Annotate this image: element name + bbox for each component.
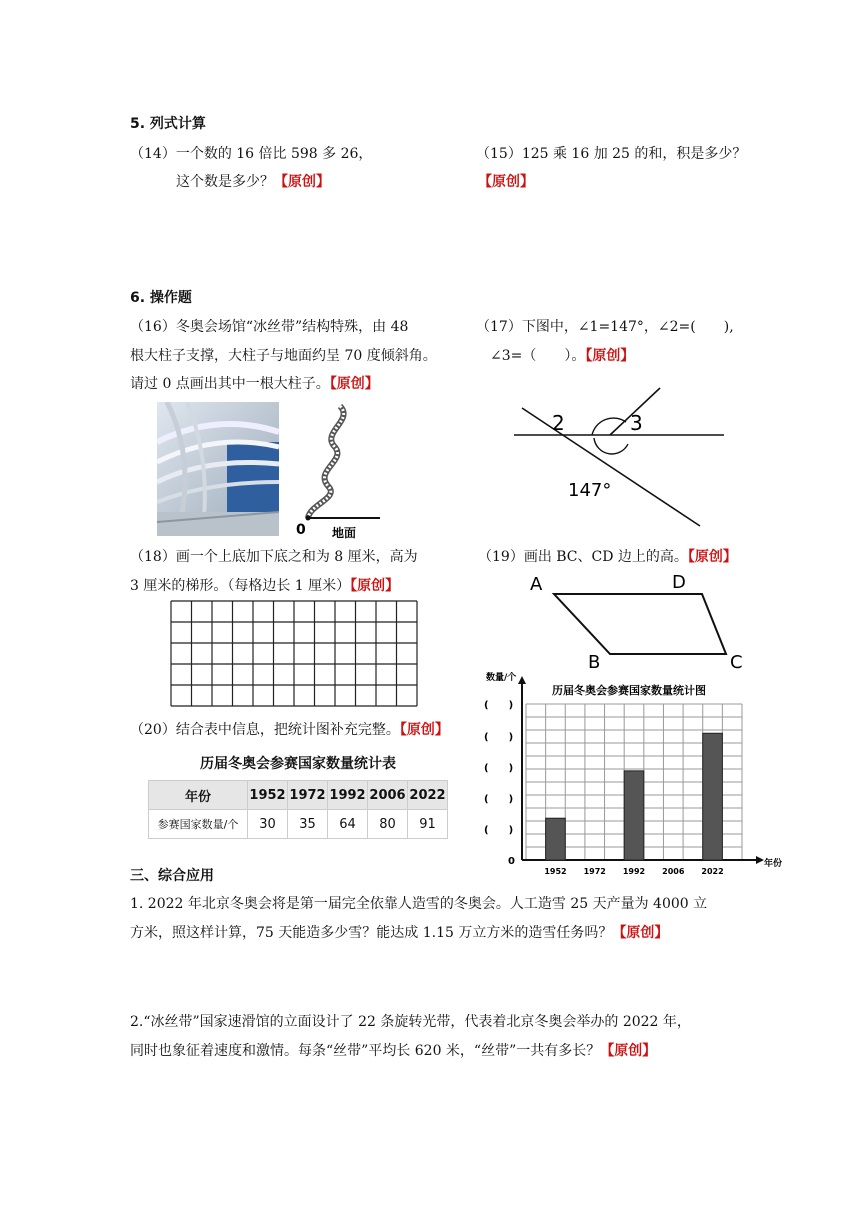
x-tick-label: 2006: [662, 867, 685, 876]
bar-chart: [480, 668, 790, 878]
p2-text: 同时也象征着速度和激情。每条“丝带”平均长 620 米，“丝带”一共有多长？: [130, 1043, 601, 1059]
table-header-row: [149, 781, 448, 810]
q14-line2: [176, 171, 330, 191]
grid-paper[interactable]: [170, 600, 420, 710]
table-count: 64: [328, 810, 368, 839]
table-year: 1992: [328, 781, 368, 810]
original-tag: 【原创】: [612, 925, 669, 941]
q16-diagram: [292, 400, 392, 540]
section5-heading: 5. 列式计算: [130, 116, 206, 132]
y-tick-label: ( ): [484, 794, 514, 805]
y-tick-label: ( ): [484, 732, 514, 743]
p2-line1: 2.“冰丝带”国家速滑馆的立面设计了 22 条旋转光带，代表着北京冬奥会举办的 2022 年，: [130, 1014, 691, 1030]
q18-line1: （18）画一个上底加下底之和为 8 厘米，高为: [130, 549, 418, 565]
chart-bar: [703, 733, 723, 860]
parallelogram-diagram: [522, 568, 754, 672]
y-tick-label: ( ): [484, 763, 514, 774]
original-tag: 【原创】: [478, 174, 534, 190]
q16-line1: （16）冬奥会场馆“冰丝带”结构特殊，由 48: [130, 319, 409, 335]
y-axis-label: 数量/个: [486, 673, 517, 683]
table-count: 30: [248, 810, 288, 839]
ground-label: 地面: [332, 526, 357, 540]
table-row-label: 参赛国家数量/个: [149, 810, 248, 839]
table-year: 1952: [248, 781, 288, 810]
q16-line2: 根大柱子支撑，大柱子与地面约呈 70 度倾斜角。: [130, 348, 437, 364]
section3-heading: 三、综合应用: [130, 868, 214, 884]
original-tag: 【原创】: [600, 1043, 657, 1059]
data-table: [148, 780, 448, 839]
table-count: 35: [288, 810, 328, 839]
angle-1-value: 147°: [568, 480, 612, 501]
original-tag: 【原创】: [329, 376, 379, 392]
x-axis-label: 年份: [764, 859, 783, 869]
p2-line2: [130, 1040, 656, 1060]
y-tick-label: ( ): [484, 700, 514, 711]
table-year: 2022: [408, 781, 448, 810]
p1-line2: [130, 922, 668, 942]
q20-text: （20）结合表中信息，把统计图补充完整。: [130, 722, 400, 738]
table-year: 2006: [368, 781, 408, 810]
y-axis-arrow: [518, 676, 526, 684]
original-tag: 【原创】: [350, 578, 400, 594]
table-row: [149, 810, 448, 839]
q17-text: ∠3=（ ）。: [490, 348, 586, 364]
angle-diagram: [510, 386, 730, 530]
q15-line1: （15）125 乘 16 加 25 的和，积是多少？: [476, 146, 747, 162]
x-tick-label: 2022: [701, 867, 724, 876]
table-year: 1972: [288, 781, 328, 810]
vertex-a-label: A: [530, 574, 543, 595]
q18-text: 3 厘米的梯形。（每格边长 1 厘米）: [130, 578, 351, 594]
x-tick-label: 1952: [544, 867, 567, 876]
p1-line1: 1. 2022 年北京冬奥会将是第一届完全依靠人造雪的冬奥会。人工造雪 25 天产量为 4000 立: [130, 896, 708, 912]
origin-label: 0: [296, 522, 306, 538]
q19-line1: [478, 546, 737, 566]
angle-3-label: 3: [630, 411, 643, 435]
vertex-d-label: D: [672, 572, 686, 593]
y-tick-label: ( ): [484, 825, 514, 836]
x-tick-label: 1992: [622, 867, 646, 876]
angle-2-label: 2: [552, 411, 565, 435]
chart-title: 历届冬奥会参赛国家数量统计图: [552, 684, 706, 697]
vertex-c-label: C: [730, 652, 743, 672]
q19-text: （19）画出 BC、CD 边上的高。: [478, 549, 688, 565]
original-tag: 【原创】: [399, 722, 449, 738]
q17-line2: [490, 345, 634, 365]
q16-line3: [130, 373, 379, 393]
q17-line1: （17）下图中，∠1=147°，∠2=( ),: [476, 319, 734, 335]
q20-line1: [130, 719, 449, 739]
chart-bar: [624, 771, 644, 860]
table-header-label: 年份: [149, 781, 248, 810]
q18-line2: [130, 575, 399, 595]
original-tag: 【原创】: [687, 549, 737, 565]
q14-line1: （14）一个数的 16 倍比 598 多 26，: [130, 146, 373, 162]
chart-bar: [546, 818, 566, 860]
origin-label: 0: [508, 856, 515, 867]
table-count: 80: [368, 810, 408, 839]
table-title: 历届冬奥会参赛国家数量统计表: [200, 756, 396, 772]
q14-text: 这个数是多少？: [176, 174, 274, 190]
ice-ribbon-photo: [157, 402, 279, 536]
q16-text: 请过 0 点画出其中一根大柱子。: [130, 376, 330, 392]
table-count: 91: [408, 810, 448, 839]
vertex-b-label: B: [588, 652, 601, 672]
p1-text: 方米，照这样计算，75 天能造多少雪？能达成 1.15 万立方米的造雪任务吗？: [130, 925, 613, 941]
section6-heading: 6. 操作题: [130, 290, 192, 306]
x-axis-arrow: [756, 856, 764, 864]
original-tag: 【原创】: [274, 174, 330, 190]
x-tick-label: 1972: [583, 867, 606, 876]
original-tag: 【原创】: [585, 348, 635, 364]
